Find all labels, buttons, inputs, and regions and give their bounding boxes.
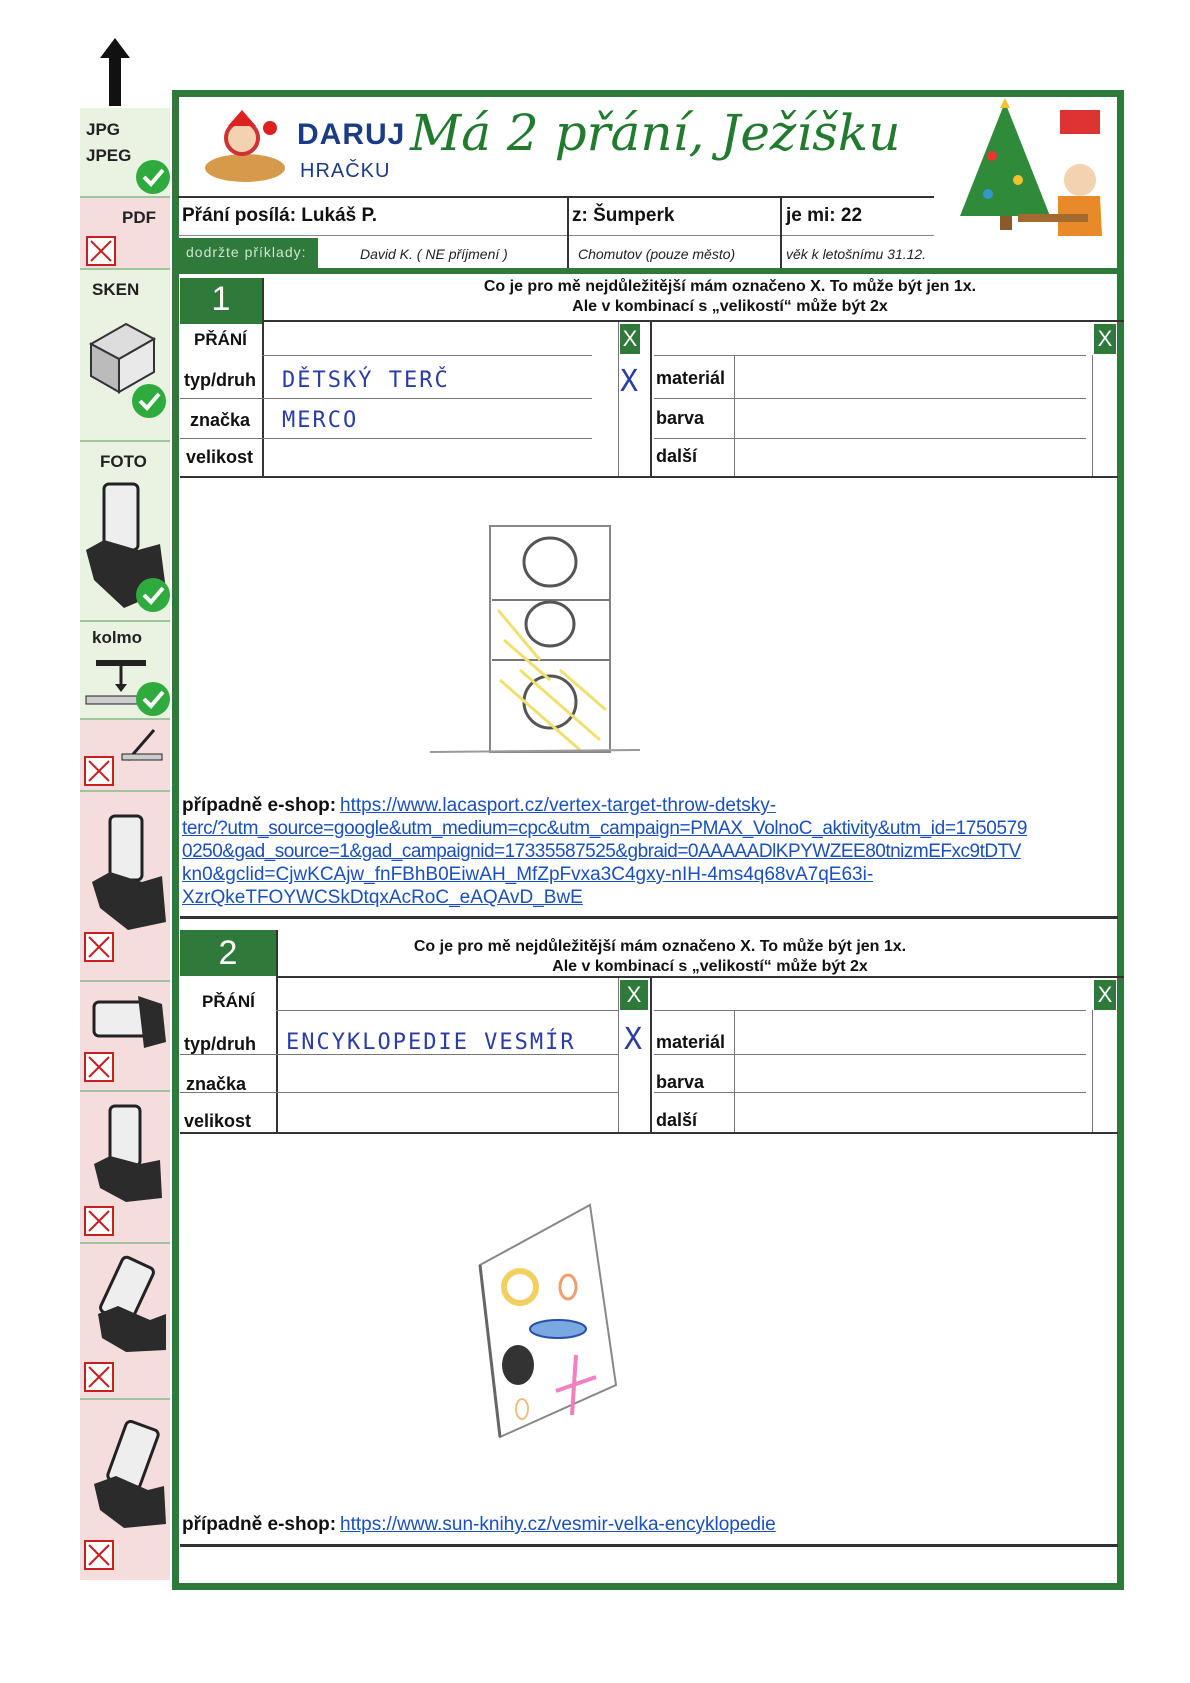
up-arrow-icon (100, 38, 130, 106)
wish2-typ-mark: X (624, 1022, 645, 1057)
wish1-znacka-value: MERCO (282, 408, 359, 433)
sidebar-bad-photo-4-cell (80, 1244, 170, 1400)
wish1-eshop-link-line5[interactable]: XzrQkeTFOYWCSkDtqxAcRoC_eAQAvD_BwE (182, 887, 583, 908)
examples-badge (178, 238, 318, 268)
wish1-znacka-label: značka (190, 410, 251, 430)
target-drawing (420, 520, 660, 760)
sidebar-jpg-cell (80, 108, 170, 198)
wish2-dalsi-label: další (656, 1110, 698, 1130)
example-city: Chomutov (pouze město) (578, 246, 736, 262)
example-age: věk k letošnímu 31.12. (786, 246, 927, 262)
sidebar-photo-cell (80, 442, 170, 622)
wish2-eshop-label: případně e-shop: (182, 1514, 337, 1535)
wish1-eshop-link-line4[interactable]: kn0&gclid=CjwKCAjw_fnFBhB0EiwAH_MfZpFvxa3C4gxy-nIH-4ms4q68vA7qE63i- (182, 864, 874, 885)
cross-icon (84, 756, 114, 786)
wish2-instruction-line1: Co je pro mě nejdůležitější mám označeno X. To může být jen 1x. (413, 938, 907, 955)
sidebar-bad-angle-cell (80, 720, 170, 792)
christmas-tree-icon (940, 96, 1110, 256)
wish1-eshop-link-line1[interactable]: https://www.lacasport.cz/vertex-target-throw-detsky- (340, 795, 777, 816)
sidebar-perpendicular-cell (80, 622, 170, 720)
cross-icon (84, 1540, 114, 1570)
wish2-priority-x-left: X (620, 980, 648, 1010)
wish-number-badge: 1 (180, 278, 262, 320)
sidebar-scan-label: SKEN (92, 280, 140, 299)
logo-hracku-text: HRAČKU (300, 160, 391, 182)
angled-camera-icon (120, 724, 164, 764)
sender-age: je mi: 22 (786, 205, 863, 226)
cross-icon (86, 236, 116, 266)
wish1-instruction-line1: Co je pro mě nejdůležitější mám označeno X. To může být jen 1x. (483, 278, 977, 295)
wish1-priority-x-right: X (1094, 324, 1116, 354)
wish2-znacka-label: značka (186, 1074, 247, 1094)
wish1-eshop-link-line2[interactable]: terc/?utm_source=google&utm_medium=cpc&utm_campaign=PMAX_VolnoC_aktivity&utm_id=1750579 (182, 818, 1028, 839)
wish1-eshop-link-line3[interactable]: 0250&gad_source=1&gad_campaignid=17335587525&gbraid=0AAAAADlKPYWZEE80tnizmEFxc9tDTV (182, 841, 1021, 862)
wish1-typ-value: DĚTSKÝ TERČ (282, 368, 450, 393)
sidebar-bad-photo-1-cell (80, 792, 170, 982)
check-icon (132, 384, 166, 418)
wish1-instruction-line2: Ale v kombinací s „velikostí“ může být 2x (572, 298, 888, 315)
wish2-instruction-line2: Ale v kombinací s „velikostí“ může být 2x (552, 958, 868, 975)
sidebar-jpeg-label: JPEG (86, 146, 132, 165)
cross-icon (84, 932, 114, 962)
wish2-typ-value: ENCYKLOPEDIE VESMÍR (286, 1030, 576, 1055)
cross-icon (84, 1052, 114, 1082)
encyclopedia-drawing (460, 1195, 640, 1445)
cross-icon (84, 1206, 114, 1236)
wish1-barva-label: barva (656, 408, 705, 428)
scanner-icon (86, 314, 156, 394)
phone-in-hand-icon (88, 812, 168, 932)
wish1-dalsi-label: další (656, 446, 698, 466)
wish2-barva-label: barva (656, 1072, 705, 1092)
sender-city: z: Šumperk (572, 205, 675, 226)
example-name: David K. ( NE příjmení ) (360, 246, 508, 262)
sidebar-scan-cell (80, 270, 170, 442)
wish1-prani-label: PŘÁNÍ (194, 330, 247, 349)
wish1-typ-label: typ/druh (184, 370, 256, 390)
phone-tilted-icon (90, 1254, 170, 1354)
sidebar-pdf-cell (80, 198, 170, 270)
sidebar-perpendicular-label: kolmo (92, 628, 143, 647)
wish2-velikost-label: velikost (184, 1111, 252, 1131)
sidebar-pdf-label: PDF (122, 208, 156, 227)
sidebar-jpg-label: JPG (86, 120, 121, 139)
phone-tilted-icon (90, 1420, 170, 1530)
examples-label: dodržte příklady: (186, 244, 307, 260)
sidebar-bad-photo-5-cell (80, 1400, 170, 1580)
sidebar-bad-photo-3-cell (80, 1092, 170, 1244)
phone-landscape-icon (88, 992, 168, 1052)
check-icon (136, 160, 170, 194)
page-title: Má 2 přání, Ježíšku (410, 104, 901, 162)
wish1-velikost-label: velikost (186, 447, 254, 467)
wish2-eshop-link[interactable]: https://www.sun-knihy.cz/vesmir-velka-encyklopedie (340, 1514, 776, 1535)
wish2-prani-label: PŘÁNÍ (202, 992, 255, 1011)
santa-logo-icon (200, 108, 290, 188)
sidebar-bad-photo-2-cell (80, 982, 170, 1092)
wish-number-badge: 2 (180, 930, 276, 976)
wish1-material-label: materiál (656, 368, 726, 388)
wish2-typ-label: typ/druh (184, 1034, 256, 1054)
check-icon (136, 682, 170, 716)
wish2-material-label: materiál (656, 1032, 726, 1052)
wish1-typ-mark: X (620, 364, 641, 399)
wish1-eshop-label: případně e-shop: (182, 795, 337, 816)
wish1-priority-x-left: X (620, 324, 640, 354)
phone-in-hand-icon (90, 1102, 166, 1202)
sidebar-photo-label: FOTO (100, 452, 147, 471)
check-icon (136, 578, 170, 612)
cross-icon (84, 1362, 114, 1392)
wish2-priority-x-right: X (1094, 980, 1116, 1010)
sender-name: Přání posílá: Lukáš P. (182, 205, 378, 226)
logo-daruj-text: DARUJ (297, 118, 406, 151)
